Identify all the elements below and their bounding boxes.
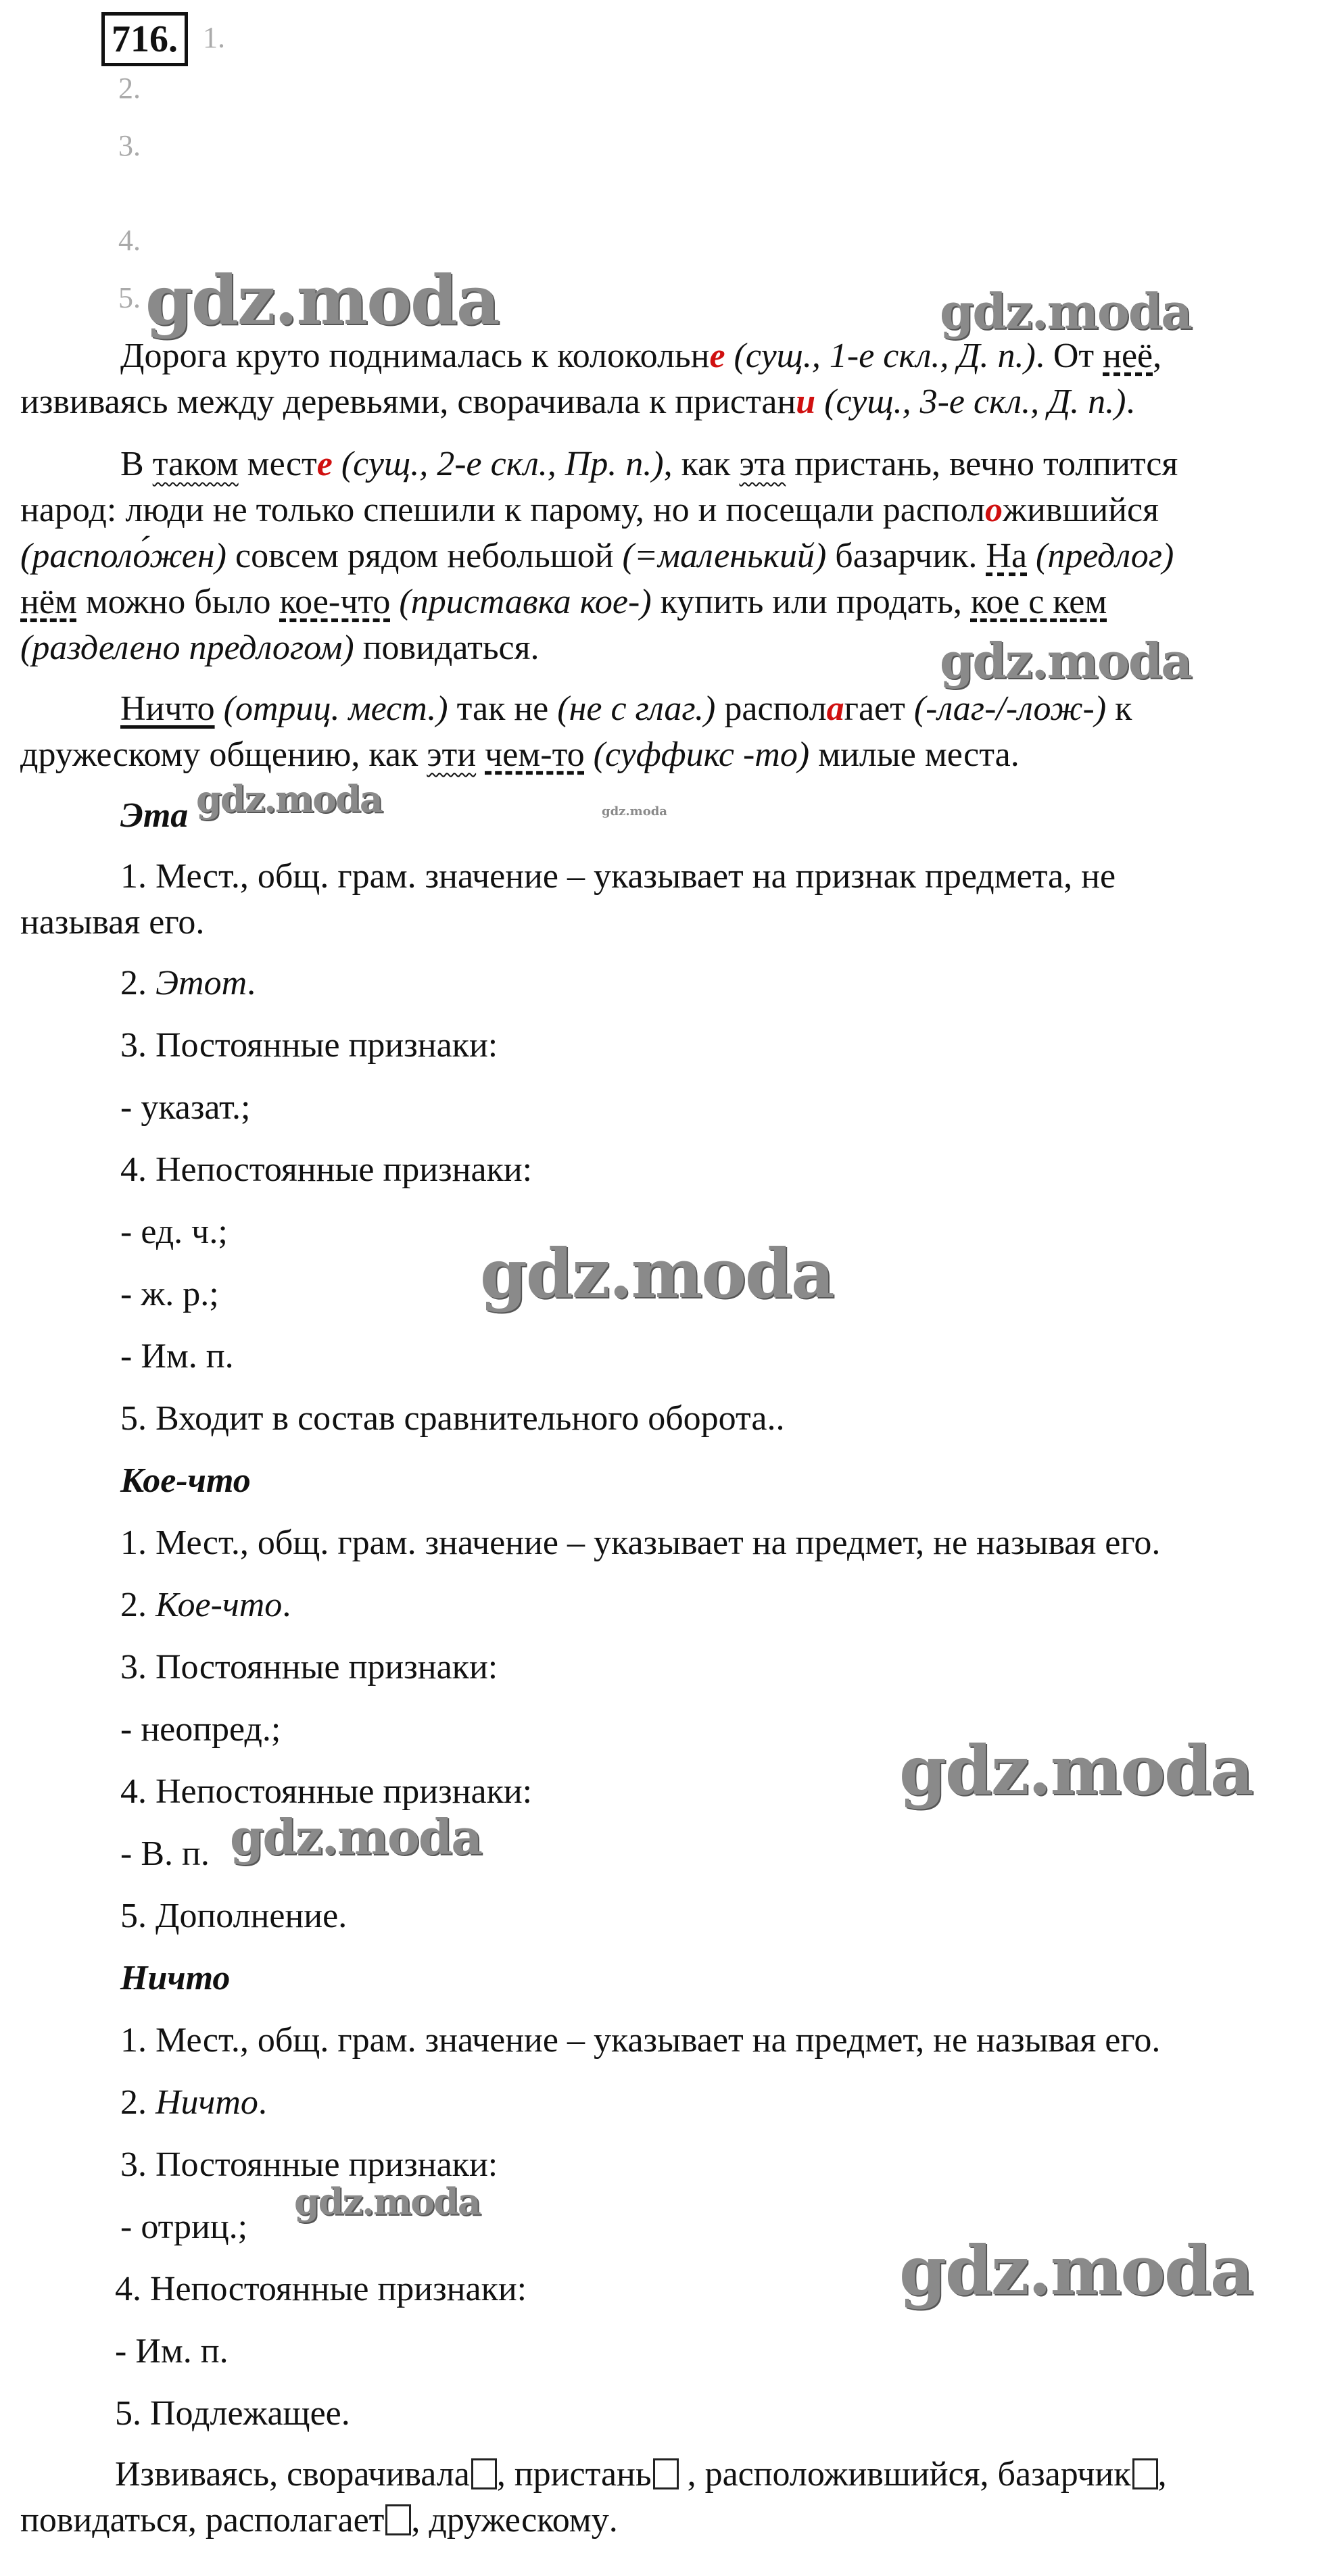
p3-line-2: дружескому общению, как эти чем-то (суффикс -то) милые места. xyxy=(20,735,1020,774)
morpheme-line-2: повидаться, располагает , дружескому. xyxy=(20,2497,618,2544)
nichto-line-1: 1. Мест., общ. грам. значение – указывает на предмет, не называя его. xyxy=(120,2021,1161,2060)
p2-line-3: (располо́жен) совсем рядом небольшой (=маленький) базарчик. На (предлог) xyxy=(20,537,1174,575)
p2-line-4: нём можно было кое-что (приставка кое-) купить или продать, кое с кем xyxy=(20,583,1107,621)
p1-line-2: извиваясь между деревьями, сворачивала к пристани (сущ., 3-е скл., Д. п.). xyxy=(20,383,1135,421)
p2-line-5: (разделено предлогом) повидаться. xyxy=(20,629,540,667)
nichto-line-2: 2. Ничто. xyxy=(120,2083,267,2122)
koe-line-3: 3. Постоянные признаки: xyxy=(120,1648,498,1686)
watermark: gdz.moda xyxy=(940,632,1191,689)
item-number-2: 2. xyxy=(118,72,141,105)
eta-line-2: 2. Этот. xyxy=(120,964,256,1002)
nichto-line-5: 4. Непостоянные признаки: xyxy=(115,2270,527,2308)
watermark: gdz.moda xyxy=(230,1808,481,1866)
morpheme-word: сворачивала xyxy=(287,2455,470,2494)
watermark: gdz.moda xyxy=(294,2180,480,2223)
koe-line-1: 1. Мест., общ. грам. значение – указывает на предмет, не называя его. xyxy=(120,1524,1161,1562)
watermark: gdz.moda xyxy=(145,260,499,340)
section-title-nichto: Ничто xyxy=(120,1959,231,1997)
eta-line-8: - Им. п. xyxy=(120,1337,234,1376)
morpheme-word: расположившийся xyxy=(704,2455,980,2494)
eta-line-1: 1. Мест., общ. грам. значение – указывает на признак предмета, не xyxy=(120,857,1116,896)
nichto-line-4: - отриц.; xyxy=(120,2208,248,2246)
watermark: gdz.moda xyxy=(602,804,667,819)
morpheme-word: повидаться xyxy=(20,2501,188,2539)
item-number-3: 3. xyxy=(118,129,141,162)
ending-box xyxy=(653,2458,679,2489)
eta-line-9: 5. Входит в состав сравнительного оборота.. xyxy=(120,1399,785,1438)
eta-line-1b: называя его. xyxy=(20,903,205,942)
morpheme-line-1: Извиваясь, сворачивала , пристань , расположившийся, базарчик , xyxy=(115,2451,1167,2498)
ending-box xyxy=(471,2458,497,2489)
p1-line-1: Дорога круто поднималась к колокольне (сущ., 1-е скл., Д. п.). От неё, xyxy=(120,337,1162,375)
eta-line-3: 3. Постоянные признаки: xyxy=(120,1026,498,1065)
nichto-line-7: 5. Подлежащее. xyxy=(115,2394,350,2433)
eta-line-7: - ж. р.; xyxy=(120,1275,219,1313)
section-title-eta: Эта xyxy=(120,796,189,835)
morpheme-word: располагает xyxy=(205,2501,385,2539)
p3-line-1: Ничто (отриц. мест.) так не (не с глаг.) располагает (-лаг-/-лож-) к xyxy=(120,689,1132,728)
eta-line-6: - ед. ч.; xyxy=(120,1213,228,1251)
section-title-koe-chto: Кое-что xyxy=(120,1461,251,1500)
p2-line-1: В таком месте (сущ., 2-е скл., Пр. п.), как эта пристань, вечно толпится xyxy=(120,445,1178,483)
koe-line-2: 2. Кое-что. xyxy=(120,1586,291,1624)
watermark: gdz.moda xyxy=(196,777,382,821)
eta-line-4: - указат.; xyxy=(120,1088,251,1127)
morpheme-word: пристань xyxy=(514,2455,652,2494)
morpheme-word: базарчик xyxy=(997,2455,1131,2494)
nichto-line-6: - Им. п. xyxy=(115,2332,229,2371)
koe-line-6: - В. п. xyxy=(120,1834,210,1873)
item-number-5: 5. xyxy=(118,281,141,314)
eta-line-5: 4. Непостоянные признаки: xyxy=(120,1150,533,1189)
watermark: gdz.moda xyxy=(940,283,1191,340)
item-number-1: 1. xyxy=(203,21,225,54)
item-number-4: 4. xyxy=(118,224,141,257)
morpheme-word: дружескому xyxy=(429,2501,609,2539)
koe-line-4: - неопред.; xyxy=(120,1710,281,1749)
koe-line-5: 4. Непостоянные признаки: xyxy=(120,1772,533,1811)
watermark: gdz.moda xyxy=(480,1234,834,1313)
watermark: gdz.moda xyxy=(899,2231,1253,2310)
koe-line-7: 5. Дополнение. xyxy=(120,1897,348,1935)
p2-line-2: народ: люди не только спешили к парому, но и посещали расположившийся xyxy=(20,491,1159,529)
watermark: gdz.moda xyxy=(899,1730,1253,1810)
ending-box xyxy=(385,2504,411,2535)
morpheme-word: Извиваясь xyxy=(115,2455,270,2494)
nichto-line-3: 3. Постоянные признаки: xyxy=(120,2145,498,2184)
ending-box xyxy=(1132,2458,1158,2489)
task-number: 716. xyxy=(101,12,188,66)
